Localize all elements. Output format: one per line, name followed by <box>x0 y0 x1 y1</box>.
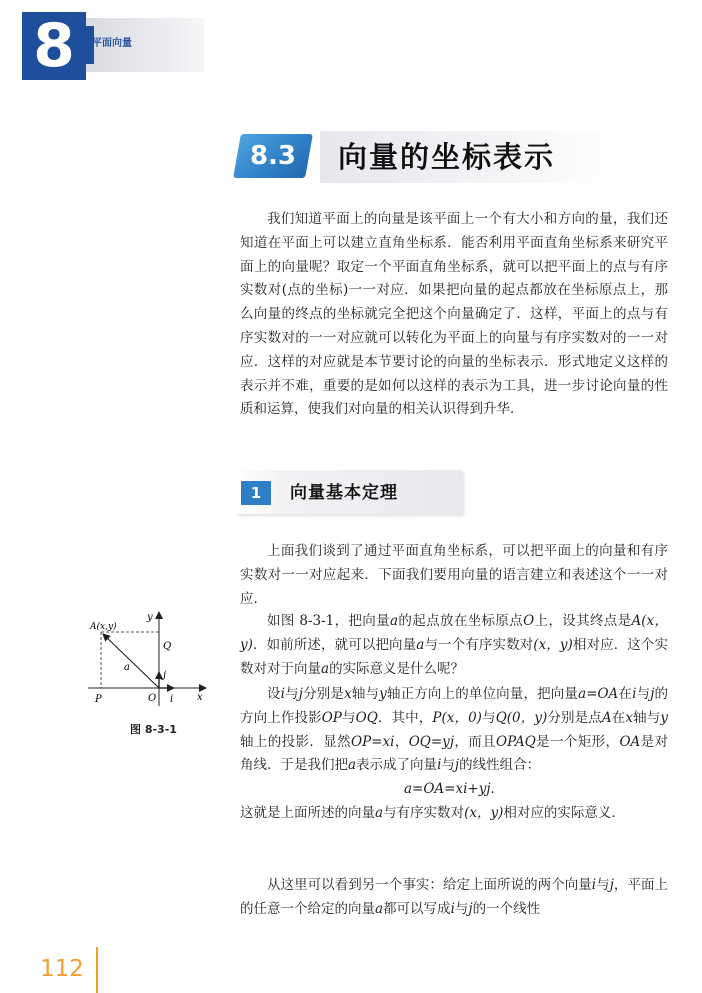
subsection-number: 1 <box>250 484 262 502</box>
footer-rule <box>96 947 98 993</box>
vector-a: a <box>416 636 425 653</box>
intro-paragraph: 我们知道平面上的向量是该平面上一个有大小和方向的量，我们还知道在平面上可以建立直角坐标系．能否利用平面直角坐标系来研究平面上的向量呢？取定一个平面直角坐标系，就可以把平面上的点与有序实数对(点的坐标)一一对应．如果把向量的起点都放在坐标原点上，那么向量的终点的坐标就完全把这个向量确定了．这样，平面上的点与有序实数对的一一对应就可以转化为平面上的向量与有序实数对的一一对应．这样的对应就是本节要讨论的向量的坐标表示．形式地定义这样的表示并不难，重要的是如何以这样的表示为工具，进一步讨论向量的性质和运算，使我们对向量的相关认识得到升华． <box>240 211 668 418</box>
label-i: i <box>170 694 174 705</box>
label-y: y <box>147 612 153 623</box>
vector-a: a <box>578 686 587 702</box>
vector-j: j <box>298 686 303 702</box>
paragraph-unit-vectors: 设i与j分别是x轴与y轴正方向上的单位向量，把向量a=OA在i与j的方向上作投影OP与OQ．其中，P(x，0)与Q(0，y)分别是点A在x轴与y轴上的投影．显然OP=xi，OQ=yj，而且OPAQ是一个矩形，OA是对角线．于是我们把a表示成了向量i与j的线性组合： <box>240 686 669 774</box>
rectangle-OPAQ: OPAQ <box>496 733 536 750</box>
label-a: a <box>124 662 130 673</box>
vector-OA: OA <box>597 686 619 702</box>
linear-combination-equation: a=OA=xi+yj． <box>403 781 505 797</box>
figure-vector-coordinates <box>84 606 214 710</box>
label-O: O <box>148 693 157 704</box>
paragraph-figure-intro: 如图 8-3-1，把向量a的起点放在坐标原点O上，设其终点是A(x，y)．如前所述，就可以把向量a与一个有序实数对(x，y)相对应．这个实数对对于向量a的实际意义是什么呢？ <box>240 613 669 677</box>
chapter-number: 8 <box>33 11 75 81</box>
label-Q: Q <box>163 641 172 652</box>
vector-OP: OP <box>321 709 342 726</box>
subsection-title: 向量基本定理 <box>290 483 398 503</box>
diagonal-OA: OA <box>619 733 641 750</box>
point-A-coord: A(x，y) <box>240 613 668 653</box>
paragraph-correspondence: 上面我们谈到了通过平面直角坐标系，可以把平面上的向量和有序实数对一一对应起来．下面我们要用向量的语言建立和表述这个一一对应． <box>240 543 668 607</box>
section-number: 8.3 <box>249 141 297 171</box>
paragraph-another-fact: 从这里可以看到另一个事实：给定上面所说的两个向量i与j，平面上的任意一个给定的向量a都可以写成i与j的一个线性 <box>240 877 669 917</box>
section-title: 向量的坐标表示 <box>338 140 556 174</box>
point-Q-coord: Q(0，y) <box>495 709 548 726</box>
point-O: O <box>523 613 535 629</box>
vector-OQ: OQ <box>355 709 378 726</box>
label-j: j <box>163 670 167 681</box>
vector-a: a <box>321 660 330 677</box>
vector-a: a <box>390 613 399 629</box>
vector-a-arrow <box>103 634 159 688</box>
chapter-title: 平面向量 <box>92 38 132 49</box>
label-P: P <box>95 694 102 705</box>
figure-caption: 图 8-3-1 <box>130 723 177 736</box>
label-x: x <box>197 692 203 703</box>
paragraph-meaning: 这就是上面所述的向量a与有序实数对(x，y)相对应的实际意义． <box>240 805 625 821</box>
vector-i: i <box>280 686 285 702</box>
point-P-coord: P(x，0) <box>432 709 482 726</box>
label-A: A(x,y) <box>90 622 117 632</box>
page-number: 112 <box>40 956 84 982</box>
pair-xy: (x，y) <box>533 636 573 653</box>
